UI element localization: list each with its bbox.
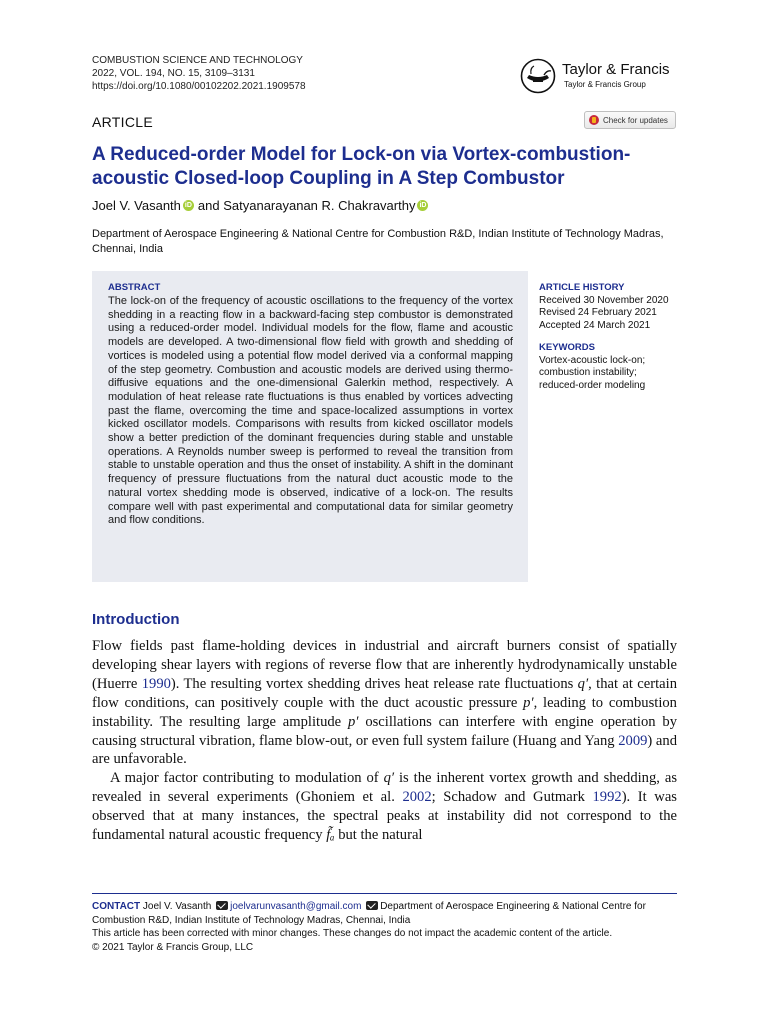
- author-name[interactable]: Satyanarayanan R. Chakravarthy: [223, 198, 416, 213]
- article-type: ARTICLE: [92, 114, 153, 130]
- journal-name: COMBUSTION SCIENCE AND TECHNOLOGY: [92, 55, 303, 66]
- paragraph-text: , leading to combustion instability. The resulting large amplitude: [92, 694, 677, 730]
- paragraph-text: oscillations can interfere with engine operation by causing structural vibration, flame blow-out, or even full system failure (Huang and Yang: [92, 713, 677, 749]
- keyword-item[interactable]: reduced-order modeling: [539, 379, 646, 391]
- author-conjunction: and: [197, 198, 220, 213]
- math-symbol: q′: [577, 675, 589, 692]
- history-heading: ARTICLE HISTORY: [539, 282, 625, 293]
- author-name[interactable]: Joel V. Vasanth: [92, 198, 181, 213]
- citation-link[interactable]: 1992: [592, 789, 622, 806]
- contact-name: Joel V. Vasanth: [142, 901, 212, 912]
- paragraph-text: ) and are unfavorable.: [92, 732, 677, 768]
- contact-line: [92, 900, 682, 927]
- history-revised: Revised 24 February 2021: [539, 307, 657, 318]
- orcid-icon[interactable]: iD: [184, 202, 192, 209]
- paragraph-text: ). It was observed that at many instances, the spectral peaks at instability did not correspond to the fundamental natural acoustic frequency: [92, 789, 677, 844]
- paragraph-text: , that at certain flow conditions, can positively couple with the duct acoustic pressure: [92, 675, 677, 711]
- crossmark-icon: [589, 115, 599, 125]
- math-symbol: q′: [383, 770, 395, 787]
- publisher-logo: [520, 58, 690, 98]
- footer-divider: [92, 893, 677, 894]
- abstract-heading: ABSTRACT: [108, 282, 161, 293]
- article-title: A Reduced-order Model for Lock-on via Vortex-combustion-acoustic Closed-loop Coupling in A Step Combustor: [92, 144, 631, 189]
- author-list: [92, 198, 432, 213]
- address-icon: [366, 901, 378, 910]
- copyright: © 2021 Taylor & Francis Group, LLC: [92, 941, 254, 953]
- contact-address: Department of Aerospace Engineering & National Centre for Combustion R&D, Indian Institute of Technology Madras, Chennai, India: [92, 901, 646, 926]
- publisher-group: Taylor & Francis Group: [564, 80, 646, 89]
- contact-email-link[interactable]: joelvarunvasanth@gmail.com: [230, 901, 362, 912]
- paragraph-text: ; Schadow and Gutmark: [431, 789, 593, 806]
- oil-lamp-icon: [520, 58, 556, 94]
- citation-link[interactable]: 2009: [618, 732, 648, 749]
- journal-volume: 2022, VOL. 194, NO. 15, 3109–3131: [92, 68, 255, 79]
- correction-note: This article has been corrected with minor changes. These changes do not impact the academic content of the article.: [92, 928, 613, 939]
- check-updates-label: Check for updates: [603, 115, 668, 125]
- abstract-box: [92, 271, 528, 582]
- email-icon: [216, 901, 228, 910]
- paragraph-text: but the natural: [334, 827, 423, 844]
- citation-link[interactable]: 1990: [141, 675, 171, 692]
- paragraph-text: Flow fields past flame-holding devices in industrial and aircraft burners consist of spatially developing shear layers with regions of reverse flow that are inherently hydrodynamically unstable (Huerre: [92, 638, 677, 692]
- paragraph-text: ). The resulting vortex shedding drives heat release rate fluctuations: [170, 675, 578, 692]
- paragraph-text: A major factor contributing to modulation of: [110, 770, 384, 787]
- math-symbol: f̃ₐ: [326, 827, 335, 844]
- check-for-updates-button[interactable]: [584, 111, 676, 129]
- keyword-item[interactable]: Vortex-acoustic lock-on;: [539, 354, 646, 366]
- orcid-icon[interactable]: iD: [419, 202, 427, 209]
- affiliation: Department of Aerospace Engineering & National Centre for Combustion R&D, Indian Institute of Technology Madras, Chennai, India: [92, 228, 664, 255]
- article-sidebar: [539, 282, 689, 392]
- publisher-name: Taylor & Francis: [562, 61, 670, 78]
- section-heading: Introduction: [92, 611, 180, 628]
- journal-doi[interactable]: https://doi.org/10.1080/00102202.2021.1909578: [92, 81, 306, 92]
- math-symbol: p′: [347, 713, 359, 730]
- history-received: Received 30 November 2020: [539, 294, 669, 306]
- history-accepted: Accepted 24 March 2021: [539, 319, 651, 331]
- citation-link[interactable]: 2002: [402, 789, 432, 806]
- keywords-heading: KEYWORDS: [539, 342, 595, 353]
- abstract-text: The lock-on of the frequency of acoustic oscillations to the frequency of the vortex shedding in a reacting flow in a backward-facing step combustor is demonstrated using a reduced-order model. Individual models for the flow, flame and acoustic models are developed. A two-dimensional flow field with growth and shedding of vortices is modeled using a potential flow model derived via a conformal mapping of the step geometry. Combustion and acoustic models are derived using thermo-diffusive equations and the one-dimensional Galerkin method, respectively. A modulation of heat release rate fluctuations is thus enabled by vortices advecting past the flame, overcoming the time and space-localized assumptions in vortex kicked oscillator models. Comparisons with results from kicked oscillator models show a better prediction of the dominant frequencies during stable and unstable operations. A Reynolds number sweep is performed to reveal the transition from stable to unstable operation and thus the onset of instability. A shift in the dominant frequency of pressure fluctuations from the natural duct acoustic mode to the natural vortex shedding mode is observed, indicative of a lock-on. The results compare well with past experimental and computational data for similar geometry and flow conditions.: [108, 295, 513, 527]
- footer: [92, 900, 682, 954]
- paragraph: [92, 769, 677, 845]
- journal-info: [92, 54, 306, 93]
- contact-label: CONTACT: [92, 901, 141, 912]
- introduction-body: [92, 637, 677, 845]
- math-symbol: p′: [523, 694, 534, 711]
- paragraph-text: is the inherent vortex growth and shedding, as revealed in several experiments (Ghoniem et al.: [92, 770, 677, 806]
- keyword-item[interactable]: combustion instability;: [539, 367, 637, 378]
